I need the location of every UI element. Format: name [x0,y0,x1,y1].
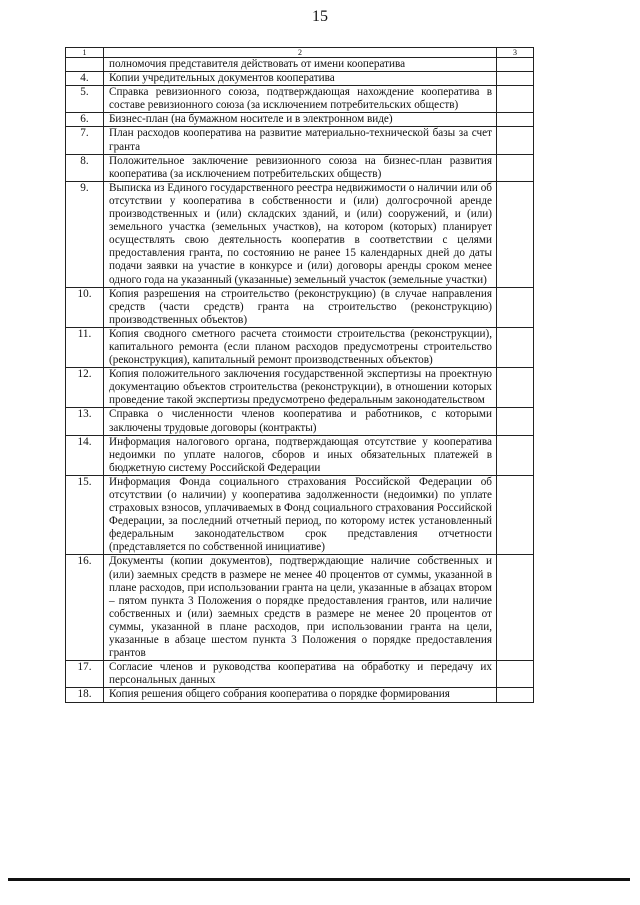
row-text: План расходов кооператива на развитие материально-технической базы за счет гранта [104,127,497,154]
table-row [66,127,534,154]
row-text: Бизнес-план (на бумажном носителе и в электронном виде) [104,113,497,127]
row-number: 18. [66,688,104,702]
row-text: Копия разрешения на строительство (реконструкцию) (в случае направления средств (части средств) гранта на строительство (реконструкцию) производственных объектов) [104,287,497,327]
table-row [66,72,534,86]
row-number: 15. [66,475,104,555]
row-text: Положительное заключение ревизионного союза на бизнес-план развития кооператива (за исключением потребительских обществ) [104,154,497,181]
row-mark [497,555,534,661]
row-number: 10. [66,287,104,327]
row-text: Справка ревизионного союза, подтверждающая нахождение кооператива в составе ревизионного союза (за исключением потребительских обществ) [104,86,497,113]
row-mark [497,327,534,367]
row-text: Согласие членов и руководства кооператива на обработку и передачу их персональных данных [104,661,497,688]
row-mark [497,72,534,86]
row-text: Информация Фонда социального страхования Российской Федерации об отсутствии (о наличии) у кооператива задолженности (недоимки) по уплате страховых взносов, уплачиваемых в Фонд социального страхования Российской Федерации, за последний отчетный период, по которому истек установленный федеральным законодательством срок представления отчетности (представляется по собственной инициативе) [104,475,497,555]
table-row [66,113,534,127]
row-mark [497,475,534,555]
row-number: 6. [66,113,104,127]
row-mark [497,287,534,327]
row-mark [497,408,534,435]
row-text: Документы (копии документов), подтверждающие наличие собственных и (или) заемных средств в размере не менее 40 процентов от суммы, указанной в плане расходов, при использовании гранта на цели, указанные в абзацах втором – пятом пункта 3 Положения о порядке предоставления грантов, или наличие собственных и (или) заемных средств в размере не менее 20 процентов от суммы, указанной в плане расходов, при использовании гранта на цели, указанные в абзаце шестом пункта 3 Положения о порядке предоставления грантов [104,555,497,661]
header-col-3: 3 [497,48,534,58]
table-row [66,154,534,181]
row-number: 11. [66,327,104,367]
row-mark [497,435,534,475]
row-mark [497,127,534,154]
table-header-row [66,48,534,58]
table-row [66,661,534,688]
row-text: Копия сводного сметного расчета стоимости строительства (реконструкции), капитального ремонта (если планом расходов предусмотрены строительство (реконструкция), капитальный ремонт производственных объектов) [104,327,497,367]
row-mark [497,113,534,127]
row-number: 5. [66,86,104,113]
row-mark [497,58,534,72]
row-number: 16. [66,555,104,661]
row-text: полномочия представителя действовать от имени кооператива [104,58,497,72]
row-text: Справка о численности членов кооператива и работников, с которыми заключены трудовые договоры (контракты) [104,408,497,435]
row-text: Информация налогового органа, подтверждающая отсутствие у кооператива недоимки по уплате налогов, сборов и иных обязательных платежей в бюджетную систему Российской Федерации [104,435,497,475]
row-text: Копия положительного заключения государственной экспертизы на проектную документацию объектов строительства (реконструкции), в отношении которых проведение такой экспертизы предусмотрено федеральным законодательством [104,368,497,408]
row-mark [497,154,534,181]
row-number: 14. [66,435,104,475]
table-row [66,86,534,113]
header-col-1: 1 [66,48,104,58]
row-number [66,58,104,72]
row-mark [497,661,534,688]
documents-table [65,47,534,703]
row-text: Копия решения общего собрания кооператива о порядке формирования [104,688,497,702]
table-row [66,287,534,327]
row-text: Копии учредительных документов кооператива [104,72,497,86]
row-number: 13. [66,408,104,435]
row-mark [497,368,534,408]
table-row [66,408,534,435]
row-number: 7. [66,127,104,154]
table-row [66,58,534,72]
row-number: 4. [66,72,104,86]
row-number: 17. [66,661,104,688]
row-mark [497,688,534,702]
page-number: 15 [312,8,328,25]
table-row [66,368,534,408]
row-number: 8. [66,154,104,181]
row-mark [497,181,534,287]
row-mark [497,86,534,113]
table-row [66,688,534,702]
header-col-2: 2 [104,48,497,58]
table-row [66,181,534,287]
table-row [66,555,534,661]
row-number: 12. [66,368,104,408]
bottom-rule [8,878,630,881]
row-text: Выписка из Единого государственного реестра недвижимости о наличии или об отсутствии у кооператива в собственности и (или) долгосрочной аренде производственных и (или) складских зданий, и (или) сооружений, и (или) земельного участка (земельных участков), на котором (которых) планирует осуществлять свою деятельность кооператив в соответствии с целями предоставления гранта, по состоянию не ранее 15 календарных дней до даты подачи заявки на участие в конкурсе и (или) договоры аренды сроком менее одного года на указанный (указанные) земельный участок (земельные участки) [104,181,497,287]
table-row [66,327,534,367]
row-number: 9. [66,181,104,287]
table-row [66,435,534,475]
table-row [66,475,534,555]
